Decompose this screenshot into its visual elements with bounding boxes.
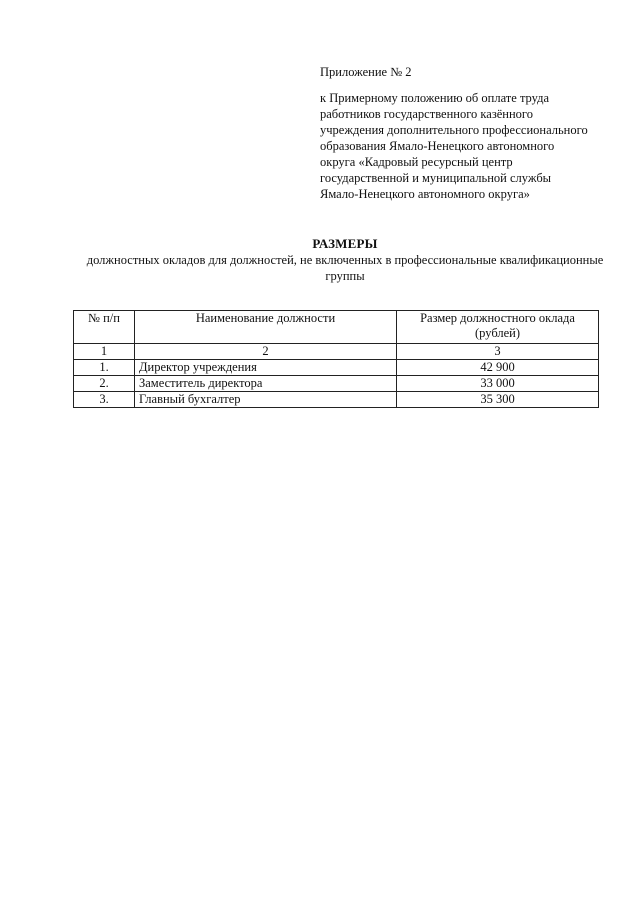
document-subtitle-line1: должностных окладов для должностей, не включенных в профессиональные квалификационные	[86, 253, 604, 267]
appendix-line: учреждения дополнительного профессионального	[320, 123, 588, 137]
appendix-line: образования Ямало-Ненецкого автономного	[320, 139, 555, 153]
row-salary: 42 900	[397, 360, 599, 376]
row-position: Главный бухгалтер	[135, 392, 397, 408]
appendix-line: работников государственного казённого	[320, 107, 534, 121]
column-index-cell: 3	[397, 344, 599, 360]
appendix-line: государственной и муниципальной службы	[320, 171, 552, 185]
table-row	[74, 360, 599, 376]
row-number: 1.	[74, 360, 135, 376]
document-heading	[60, 236, 630, 284]
row-position: Заместитель директора	[135, 376, 397, 392]
table-row	[74, 376, 599, 392]
table-row	[74, 392, 599, 408]
row-salary: 33 000	[397, 376, 599, 392]
row-number: 2.	[74, 376, 135, 392]
header-position: Наименование должности	[135, 311, 397, 344]
appendix-number: Приложение № 2	[320, 65, 412, 79]
header-salary	[397, 311, 599, 344]
row-number: 3.	[74, 392, 135, 408]
column-index-row	[74, 344, 599, 360]
document-title: РАЗМЕРЫ	[312, 236, 378, 251]
appendix-line: к Примерному положению об оплате труда	[320, 91, 550, 105]
header-salary-line1: Размер должностного оклада	[420, 311, 575, 325]
salary-table	[73, 310, 599, 408]
column-index-cell: 2	[135, 344, 397, 360]
column-index-cell: 1	[74, 344, 135, 360]
table-header-row	[74, 311, 599, 344]
row-position: Директор учреждения	[135, 360, 397, 376]
document-subtitle-line2: группы	[325, 269, 365, 283]
appendix-line: Ямало-Ненецкого автономного округа»	[320, 187, 530, 201]
header-salary-line2: (рублей)	[474, 326, 521, 340]
appendix-line: округа «Кадровый ресурсный центр	[320, 155, 513, 169]
row-salary: 35 300	[397, 392, 599, 408]
header-number: № п/п	[74, 311, 135, 344]
appendix-block	[320, 64, 620, 202]
